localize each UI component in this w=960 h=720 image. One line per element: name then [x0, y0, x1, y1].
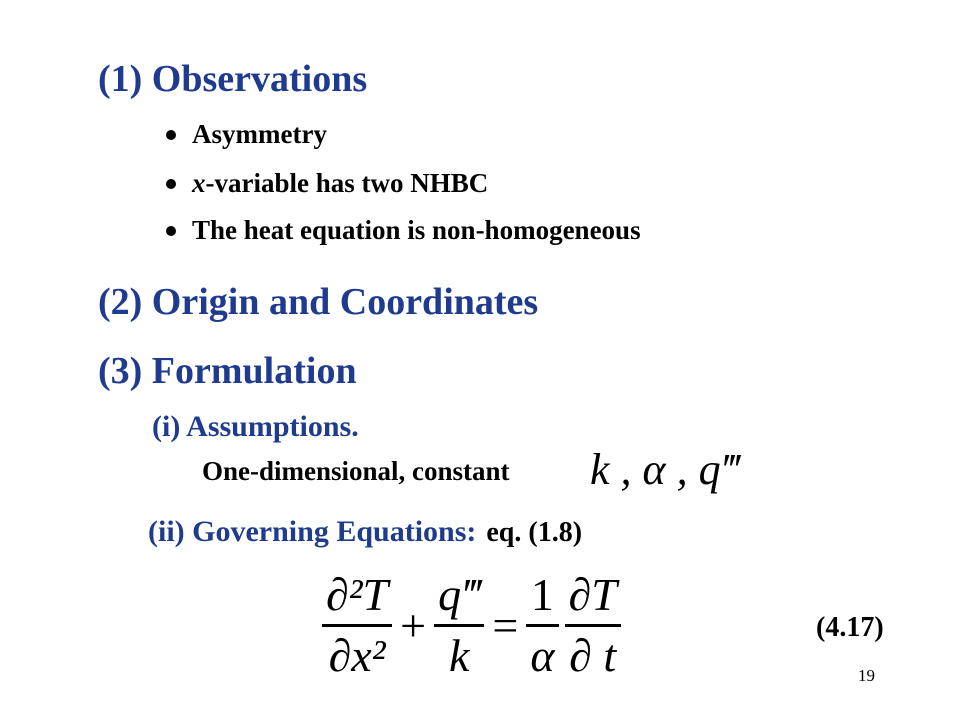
governing-line: [148, 517, 582, 547]
fraction-numerator: ∂T: [568, 569, 617, 620]
bullet-text: Asymmetry: [192, 119, 327, 149]
equation: [322, 569, 621, 681]
origin-heading: (2) Origin and Coordinates: [98, 281, 539, 323]
page-number: 19: [858, 666, 875, 685]
fraction-numerator: ∂²T: [326, 569, 389, 620]
assumptions-text: One-dimensional, constant: [202, 456, 510, 486]
equation-number: (4.17): [816, 612, 884, 643]
fraction-bar: [526, 624, 558, 627]
bullet-italic-prefix: x: [192, 168, 206, 198]
bullet-dot-icon: [166, 130, 176, 140]
formulation-heading: (3) Formulation: [98, 350, 357, 392]
bullet-item: [166, 170, 488, 197]
governing-ref: eq. (1.8): [486, 517, 583, 548]
fraction-1-alpha: [526, 569, 558, 681]
fraction-denominator: k: [449, 630, 470, 681]
assumptions-label: (i) Assumptions.: [152, 410, 359, 443]
bullet-text: -variable has two NHBC: [205, 168, 489, 198]
bullet-item: [166, 217, 641, 244]
governing-label: (ii) Governing Equations:: [148, 515, 477, 548]
equals-sign: =: [492, 600, 519, 651]
plus-sign: +: [400, 600, 427, 651]
fraction-numerator: 1: [530, 569, 554, 620]
fraction-bar: [565, 624, 621, 627]
observations-heading: (1) Observations: [98, 58, 368, 100]
fraction-bar: [434, 624, 484, 627]
fraction-dT-dt: [565, 569, 621, 681]
bullet-item: [166, 121, 327, 148]
assumptions-math-symbols: k , α , q‴: [590, 445, 740, 494]
fraction-denominator: ∂x²: [328, 630, 386, 681]
fraction-bar: [322, 624, 392, 627]
fraction-denominator: ∂ t: [569, 630, 617, 681]
fraction-denominator: α: [530, 630, 555, 681]
fraction-q-k: [434, 569, 484, 681]
bullet-text: The heat equation is non-homogeneous: [192, 215, 641, 245]
bullet-dot-icon: [166, 179, 176, 189]
bullet-dot-icon: [166, 226, 176, 236]
fraction-d2T-dx2: [322, 569, 392, 681]
fraction-numerator: q‴: [438, 569, 481, 620]
